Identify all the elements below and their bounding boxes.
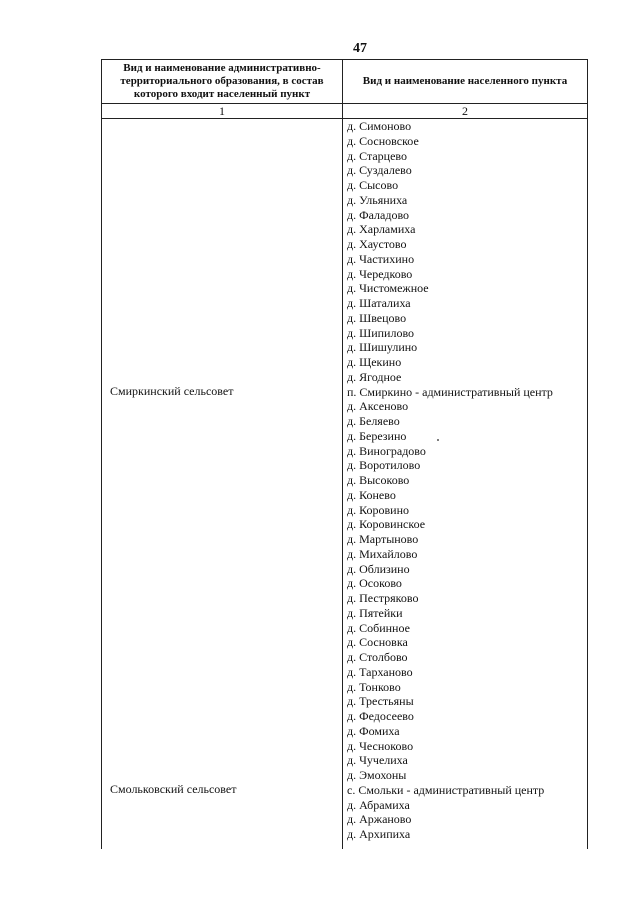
settlement-item: д. Харламиха bbox=[347, 222, 416, 237]
column-divider bbox=[342, 119, 343, 849]
settlement-item: д. Симоново bbox=[347, 119, 412, 133]
settlement-item: д. Тонково bbox=[347, 679, 401, 694]
settlement-item: д. Чередково bbox=[347, 266, 413, 281]
settlement-item: д. Швецово bbox=[347, 310, 407, 325]
settlement-list bbox=[347, 119, 553, 842]
settlement-item: д. Чучелиха bbox=[347, 753, 408, 768]
settlement-item: д. Частихино bbox=[347, 251, 415, 266]
settlements-table bbox=[101, 59, 588, 849]
settlement-item: д. Ульяниха bbox=[347, 192, 408, 207]
settlement-item: д. Хаустово bbox=[347, 237, 407, 251]
settlement-item: д. Беляево bbox=[347, 414, 400, 428]
settlement-item: д. Федосеево bbox=[347, 709, 414, 723]
council-smolkovsky: Смольковский сельсовет bbox=[110, 782, 237, 796]
settlement-item: д. Виноградово bbox=[347, 443, 426, 458]
settlement-item: д. Аржаново bbox=[347, 812, 412, 827]
settlement-item: д. Чесноково bbox=[347, 738, 414, 753]
settlement-item: д. Сосновка bbox=[347, 635, 408, 650]
settlement-item: д. Собинное bbox=[347, 620, 410, 635]
settlement-item: д. Архипиха bbox=[347, 827, 411, 841]
settlement-item: д. Абрамиха bbox=[347, 797, 410, 812]
settlement-item: д. Облизино bbox=[347, 561, 410, 576]
settlement-item: д. Осоково bbox=[347, 576, 402, 591]
column-number-1: 1 bbox=[102, 104, 343, 118]
header-settlement: Вид и наименование населенного пункта bbox=[362, 75, 568, 87]
settlement-item: д. Коровино bbox=[347, 502, 410, 517]
council-smirkinsky: Смиркинский сельсовет bbox=[110, 384, 234, 398]
settlement-item: д. Воротилово bbox=[347, 458, 421, 473]
header-admin-unit: Вид и наименование административно-территориального образования, в состав которого входит населенный пункт bbox=[102, 60, 343, 103]
table-body bbox=[101, 119, 588, 849]
settlement-item: д. Фаладово bbox=[347, 207, 410, 222]
settlement-item: д. Фомиха bbox=[347, 723, 400, 738]
settlement-item: д. Мартыново bbox=[347, 532, 419, 546]
settlement-item: д. Высоково bbox=[347, 473, 410, 487]
settlement-item: д. Шаталиха bbox=[347, 296, 411, 310]
settlement-item: д. Березино bbox=[347, 428, 407, 443]
settlement-item: п. Смиркино - административный центр bbox=[347, 384, 553, 399]
column-number-2: 2 bbox=[462, 104, 468, 118]
settlement-item: д. Старцево bbox=[347, 148, 407, 163]
page-number: 47 bbox=[353, 41, 367, 56]
settlement-item: д. Столбово bbox=[347, 650, 408, 664]
settlement-item: д. Тарханово bbox=[347, 664, 413, 679]
settlement-item: д. Пятейки bbox=[347, 605, 403, 620]
table-header-row bbox=[101, 59, 588, 104]
settlement-item: д. Пестряково bbox=[347, 591, 419, 605]
settlement-item: д. Шипилово bbox=[347, 325, 415, 340]
column-number-row bbox=[101, 104, 588, 119]
settlement-item: д. Михайлово bbox=[347, 546, 418, 561]
settlement-item: д. Сысово bbox=[347, 178, 399, 192]
settlement-item: д. Аксеново bbox=[347, 399, 409, 414]
settlement-item: д. Ягодное bbox=[347, 369, 402, 384]
settlement-item: д. Щекино bbox=[347, 355, 402, 369]
settlement-item: д. Конево bbox=[347, 487, 396, 502]
settlement-item: с. Смольки - административный центр bbox=[347, 782, 545, 797]
scan-speck bbox=[437, 439, 439, 441]
settlement-item: д. Суздалево bbox=[347, 163, 412, 178]
settlement-item: д. Чистомежное bbox=[347, 281, 429, 296]
settlement-item: д. Сосновское bbox=[347, 133, 419, 148]
settlement-item: д. Трестьяны bbox=[347, 694, 414, 709]
settlement-item: д. Шишулино bbox=[347, 340, 418, 355]
settlement-item: д. Эмохоны bbox=[347, 768, 407, 782]
settlement-item: д. Коровинское bbox=[347, 517, 426, 532]
